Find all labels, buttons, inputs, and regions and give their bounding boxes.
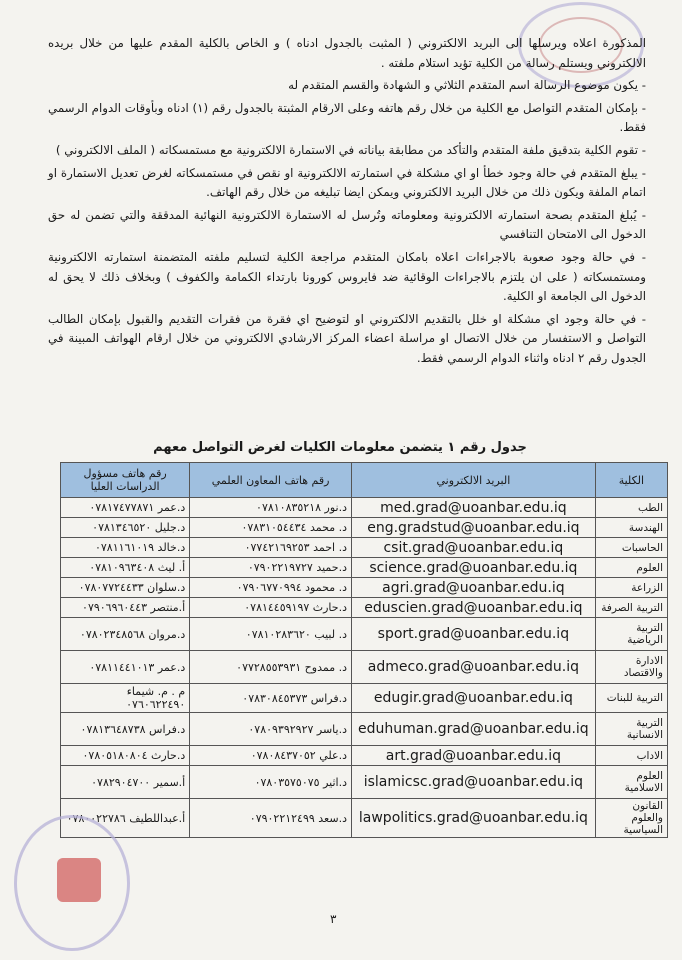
grad-phone: د.حارث ٠٧٨٠٥١٨٠٨٠٤	[61, 746, 190, 766]
vice-dean-phone: د.اثير ٠٧٨٠٣٥٧٥٠٧٥	[190, 766, 352, 799]
university-logo-icon	[57, 858, 101, 902]
vice-dean-phone: د. محمود ٠٧٩٠٦٧٧٠٩٩٤	[190, 578, 352, 598]
paragraph: - تقوم الكلية بتدقيق ملفة المتقدم والتأكد من مطابقة بياناته في الاستمارة الالكترونية مع مستمسكاته ( الملف الالكتروني )	[55, 142, 646, 157]
grad-phone: م . م. شيماء ٠٧٦٠٦٢٢٤٩٠	[61, 684, 190, 713]
college-email[interactable]: edugir.grad@uoanbar.edu.iq	[351, 684, 595, 713]
vice-dean-phone: د.حميد ٠٧٩٠٢٢١٩٧٢٧	[190, 558, 352, 578]
university-stamp-bottom	[14, 815, 130, 951]
college-email[interactable]: admeco.grad@uoanbar.edu.iq	[351, 651, 595, 684]
college-name: الهندسة	[595, 518, 667, 538]
grad-phone: د.فراس ٠٧٨١٣٦٤٨٧٣٨	[61, 713, 190, 746]
table-row	[61, 578, 668, 598]
table-row	[61, 518, 668, 538]
college-email[interactable]: agri.grad@uoanbar.edu.iq	[351, 578, 595, 598]
table-row	[61, 558, 668, 578]
table-row	[61, 651, 668, 684]
grad-phone: د.جليل ٠٧٨١٣٤٦٥٢٠	[61, 518, 190, 538]
grad-phone: أ. ليث ٠٧٨١٠٩٦٣٤٠٨	[61, 558, 190, 578]
college-name: الحاسبات	[595, 538, 667, 558]
college-name: القانون والعلوم السياسية	[595, 799, 667, 838]
college-name: الادارة والاقتصاد	[595, 651, 667, 684]
college-email[interactable]: sport.grad@uoanbar.edu.iq	[351, 618, 595, 651]
table-row	[61, 498, 668, 518]
vice-dean-phone: د. احمد ٠٧٧٤٢١٦٩٢٥٣	[190, 538, 352, 558]
paragraph: - في حالة وجود صعوبة بالاجراءات اعلاه بامكان المتقدم مراجعة الكلية لتسليم ملفته المتضمنة استمارته الالكترونية ومستمسكاته ( على ان يلتزم بالاجراءات الوقائية ضد فايروس كورونا بارتداء الكمامة والكفوف ) وبخلاف ذلك لا يحق له الدخول الى الجامعة او الكلية.	[48, 249, 646, 304]
vice-dean-phone: د.حارث ٠٧٨١٤٤٥٩١٩٧	[190, 598, 352, 618]
table-row	[61, 598, 668, 618]
college-name: الاداب	[595, 746, 667, 766]
table-row	[61, 538, 668, 558]
college-email[interactable]: eduscien.grad@uoanbar.edu.iq	[351, 598, 595, 618]
vice-dean-phone: د.ياسر ٠٧٨٠٩٣٩٢٩٢٧	[190, 713, 352, 746]
college-email[interactable]: lawpolitics.grad@uoanbar.edu.iq	[351, 799, 595, 838]
college-name: التربية الانسانية	[595, 713, 667, 746]
vice-dean-phone: د.فراس ٠٧٨٣٠٨٤٥٣٧٣	[190, 684, 352, 713]
vice-dean-phone: د.نور ٠٧٨١٠٨٣٥٢١٨	[190, 498, 352, 518]
paragraph: - يكون موضوع الرسالة اسم المتقدم الثلاثي و الشهادة والقسم المتقدم له	[288, 78, 646, 93]
instructions-text	[48, 34, 646, 372]
vice-dean-phone: د. ممدوح ٠٧٧٢٨٥٥٣٩٣١	[190, 651, 352, 684]
vice-dean-phone: د.سعد ٠٧٩٠٢٢١٢٤٩٩	[190, 799, 352, 838]
table-row	[61, 766, 668, 799]
college-email[interactable]: eng.gradstud@uoanbar.edu.iq	[351, 518, 595, 538]
grad-phone: أ.عبداللطيف ٠٧٨٠٠٢٢٧٨٦	[61, 799, 190, 838]
college-name: التربية الرياضية	[595, 618, 667, 651]
paragraph: - في حالة وجود اي مشكلة او خلل بالتقديم الالكتروني او لتوضيح اي فقرة من فقرات التقديم والقبول بإمكان الطالب التواصل و الاستفسار من خلال الاتصال او مراسلة اعضاء المركز الارشادي الالكتروني من خلال ارقام الهواتف المبينة في الجدول رقم ٢ ادناه واثناء الدوام الرسمي فقط.	[48, 311, 646, 365]
college-name: التربية للبنات	[595, 684, 667, 713]
college-name: الزراعة	[595, 578, 667, 598]
table-row	[61, 746, 668, 766]
college-email[interactable]: csit.grad@uoanbar.edu.iq	[351, 538, 595, 558]
college-email[interactable]: islamicsc.grad@uoanbar.edu.iq	[351, 766, 595, 799]
table-row	[61, 618, 668, 651]
table-row	[61, 713, 668, 746]
college-name: التربية الصرفة	[595, 598, 667, 618]
table-row	[61, 684, 668, 713]
grad-phone: د.عمر ٠٧٨١١٤٤١٠١٣	[61, 651, 190, 684]
college-name: العلوم	[595, 558, 667, 578]
college-email[interactable]: science.grad@uoanbar.edu.iq	[351, 558, 595, 578]
page-number: ٣	[330, 912, 337, 926]
grad-phone: د.عمر ٠٧٨١٧٤٧٧٨٧١	[61, 498, 190, 518]
header-email: البريد الالكتروني	[351, 463, 595, 498]
vice-dean-phone: د. لبيب ٠٧٨١٠٢٨٣٦٢٠	[190, 618, 352, 651]
vice-dean-phone: د. محمد ٠٧٨٣١٠٥٤٤٣٤	[190, 518, 352, 538]
header-college: الكلية	[595, 463, 667, 498]
college-email[interactable]: art.grad@uoanbar.edu.iq	[351, 746, 595, 766]
header-grad-phone: رقم هاتف مسؤول الدراسات العليا	[61, 463, 190, 498]
paragraph: - يبلغ المتقدم في حالة وجود خطأ او اي مشكلة في استمارته الالكترونية او نقص في مستمسكاته لغرض تعديل الاستمارة او اتمام الملفة ويكون ذلك من خلال البريد الالكتروني ويمكن ايضا تبليغه من خلال رقم الهاتف.	[48, 165, 646, 200]
grad-phone: د.خالد ٠٧٨١١٦١٠١٩	[61, 538, 190, 558]
grad-phone: د.مروان ٠٧٨٠٢٣٤٨٥٦٨	[61, 618, 190, 651]
college-name: الطب	[595, 498, 667, 518]
college-email[interactable]: eduhuman.grad@uoanbar.edu.iq	[351, 713, 595, 746]
vice-dean-phone: د.علي ٠٧٨٠٨٤٣٧٠٥٢	[190, 746, 352, 766]
paragraph: - بإمكان المتقدم التواصل مع الكلية من خلال رقم هاتفه وعلى الارقام المثبتة بالجدول رقم (١) ادناه وبأوقات الدوام الرسمي فقط.	[48, 100, 647, 135]
paragraph: - يُبلغ المتقدم بصحة استمارته الالكترونية ومعلوماته وتُرسل له الاستمارة الالكترونية النهائية المدققة والتي تضمن له حق الدخول الى الامتحان التنافسي	[48, 207, 646, 242]
table-header-row	[61, 463, 668, 498]
grad-phone: أ.سمير ٠٧٨٢٩٠٤٧٠٠	[61, 766, 190, 799]
table-title: جدول رقم ١ يتضمن معلومات الكليات لغرض التواصل معهم	[153, 440, 527, 455]
header-vice-dean-phone: رقم هاتف المعاون العلمي	[190, 463, 352, 498]
grad-phone: أ.منتصر ٠٧٩٠٦٩٦٠٤٤٣	[61, 598, 190, 618]
grad-phone: د.سلوان ٠٧٨٠٧٧٢٤٤٣٣	[61, 578, 190, 598]
colleges-contact-table	[60, 462, 668, 838]
college-email[interactable]: med.grad@uoanbar.edu.iq	[351, 498, 595, 518]
table-row	[61, 799, 668, 838]
college-name: العلوم الاسلامية	[595, 766, 667, 799]
paragraph: المذكورة اعلاه ويرسلها الى البريد الالكتروني ( المثبت بالجدول ادناه ) و الخاص بالكلية المقدم عليها من خلال بريده الالكتروني ويستلم رسالة من الكلية تؤيد استلام ملفته .	[48, 36, 646, 70]
